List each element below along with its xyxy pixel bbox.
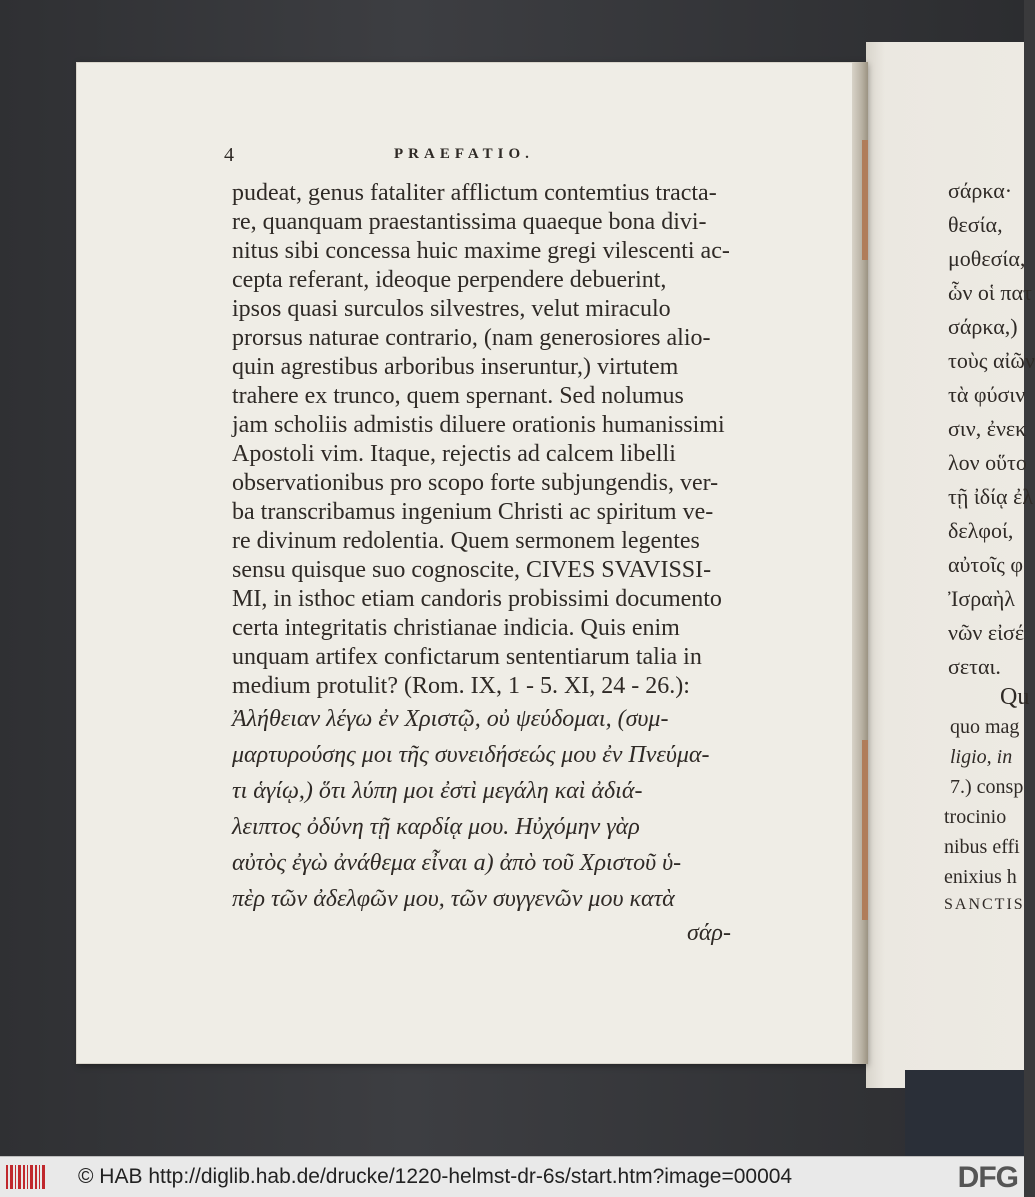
right-page-shadow [905,1070,1024,1156]
text-line: cepta referant, ideoque perpendere debuerint, [232,267,667,293]
right-line: SANCTIS [944,896,1025,913]
right-line: τῇ ἰδίᾳ ἐλ [948,484,1033,509]
text-line: MI, in isthoc etiam candoris probissimi documento [232,586,722,612]
greek-line: αὐτὸς ἐγὼ ἀνάθεμα εἶναι a) ἀπὸ τοῦ Χριστοῦ ὑ- [232,850,682,876]
running-title: PRAEFATIO. [394,146,534,162]
right-line: ὧν οἱ πατ [948,280,1032,305]
right-line: τοὺς αἰῶν [948,348,1035,373]
right-line: trocinio [944,806,1007,828]
text-line: observationibus pro scopo forte subjungendis, ver- [232,470,719,496]
right-line: μοθεσία, [948,246,1026,271]
right-line: σεται. [948,654,1001,679]
binding-tape-upper [862,140,868,260]
text-line: unquam artifex confictarum sententiarum talia in [232,644,702,670]
greek-line: μαρτυρούσης μοι τῆς συνειδήσεώς μου ἐν Πνεύμα- [232,742,710,768]
text-line: nitus sibi concessa huic maxime gregi vilescenti ac- [232,238,730,264]
right-line: nibus effi [944,836,1020,858]
right-line: σάρκα· [948,178,1013,203]
text-line: quin agrestibus arboribus inseruntur,) virtutem [232,354,679,380]
right-line: σάρκα,) [948,314,1018,339]
text-line: re divinum redolentia. Quem sermonem legentes [232,528,700,554]
right-line: δελφοί, [948,518,1014,543]
text-line: pudeat, genus fataliter afflictum contemtius tracta- [232,180,717,206]
right-line: νῶν εἰσέ [948,620,1025,645]
viewer-footer [0,1156,1024,1197]
right-line: 7.) consp [950,776,1024,798]
text-line: ba transcribamus ingenium Christi ac spiritum ve- [232,499,714,525]
text-line: medium protulit? (Rom. IX, 1 - 5. XI, 24 - 26.): [232,673,690,699]
binding-tape-lower [862,740,868,920]
right-line: αὐτοῖς φ [948,552,1024,577]
text-line: Apostoli vim. Itaque, rejectis ad calcem libelli [232,441,676,467]
right-line: ligio, in [950,746,1013,768]
copyright-url[interactable]: © HAB http://diglib.hab.de/drucke/1220-helmst-dr-6s/start.htm?image=00004 [78,1165,793,1188]
right-line: λον οὕτο [948,450,1027,475]
dfg-logo: DFG [957,1161,1018,1194]
right-line: τὰ φύσιν [948,382,1026,407]
right-line: σιν, ἐνεκ [948,416,1027,441]
right-line: enixius h [944,866,1017,888]
text-line: sensu quisque suo cognoscite, CIVES SVAVISSI- [232,557,712,583]
barcode-icon [6,1163,48,1191]
text-line: prorsus naturae contrario, (nam generosiores alio- [232,325,711,351]
greek-line: λειπτος ὀδύνη τῇ καρδίᾳ μου. Ηὐχόμην γὰρ [232,814,640,840]
text-line: trahere ex trunco, quem spernant. Sed nolumus [232,383,684,409]
greek-line: Ἀλήθειαν λέγω ἐν Χριστῷ, οὐ ψεύδομαι, (συμ- [232,706,669,732]
right-line: Ἰσραὴλ [948,586,1015,611]
page-header [224,144,744,168]
greek-line: πὲρ τῶν ἀδελφῶν μου, τῶν συγγενῶν μου κατὰ [232,886,675,912]
text-line: certa integritatis christianae indicia. Quis enim [232,615,680,641]
right-line: quo mag [950,716,1020,738]
right-line: Qu [1000,684,1030,710]
text-line: jam scholiis admistis diluere orationis humanissimi [232,412,725,438]
greek-line: τι ἁγίῳ,) ὅτι λύπη μοι ἐστὶ μεγάλη καὶ ἀδιά- [232,778,643,804]
right-line: θεσία, [948,212,1003,237]
page-number: 4 [224,144,234,166]
catchword: σάρ- [687,920,731,946]
text-line: re, quanquam praestantissima quaeque bona divi- [232,209,707,235]
text-line: ipsos quasi surculos silvestres, velut miraculo [232,296,671,322]
